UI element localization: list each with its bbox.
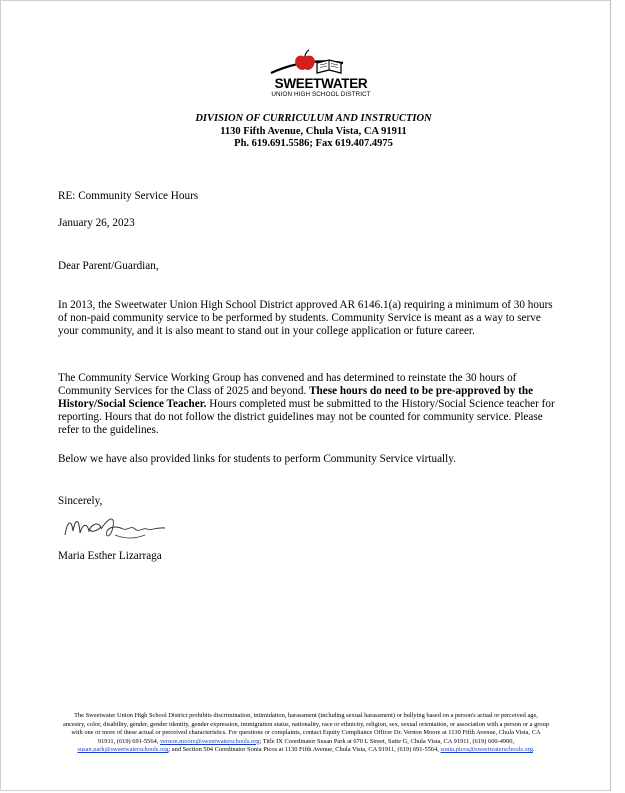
handwritten-signature: [61, 509, 171, 545]
footer-email-vernon-moore[interactable]: vernon.moore@sweetwaterschools.org: [159, 737, 260, 745]
apple-book-icon: [263, 49, 375, 79]
footer-email-susan-park[interactable]: susan.park@sweetwaterschools.org: [77, 746, 169, 754]
footer-text-4: .: [532, 746, 535, 754]
paragraph-2-start: The Community Service Working Group has convened and has determined to reinstate the 30 hours of Community Services for the Class of 2025 and beyond.: [58, 372, 517, 397]
district-subtitle: UNION HIGH SCHOOL DISTRICT: [271, 91, 371, 98]
letter-date: January 26, 2023: [58, 217, 135, 229]
signer-name: Maria Esther Lizarraga: [58, 550, 162, 562]
division-title: DIVISION OF CURRICULUM AND INSTRUCTION: [195, 113, 432, 124]
district-address: 1130 Fifth Avenue, Chula Vista, CA 91911: [220, 125, 407, 137]
salutation: Dear Parent/Guardian,: [58, 260, 159, 272]
phone-fax: Ph. 619.691.5586; Fax 619.407.4975: [234, 138, 393, 149]
viewer-gutter: [611, 0, 625, 793]
letterhead: [1, 113, 625, 151]
district-name: SWEETWATER: [274, 76, 368, 91]
paragraph-2-bold: These hours do need to be pre-approved by the History/Social Science Teacher.: [58, 385, 534, 410]
footer-text-2: ; Title IX Coordinator Susan Park at 670 L Street, Suite G, Chula Vista, CA 91911, (619) 600-4900,: [259, 737, 515, 745]
footer-text-1: The Sweetwater Union High School District prohibits discrimination, intimidation, harassment (including sexual harassment) or bullying based on a person's actual or perceived age, ancestry, color, disability, gender, gender identity, gender expression, immigration status, nationality, race or ethnicity, religion, sex, sexual orientation, or association with a person or a group with one or more of these actual or perceived characteristics. For questions or complaints, contact Equity Compliance Officer Dr. Vernon Moore at 1130 Fifth Avenue, Chula Vista, CA 91911, (619) 691-5564,: [63, 712, 549, 745]
footer-text-3: ; and Section 504 Coordinator Sonia Picos at 1130 Fifth Avenue, Chula Vista, CA 91911, (619) 691-5564,: [168, 746, 439, 754]
paragraph-3: Below we have also provided links for students to perform Community Service virtually.: [58, 453, 456, 465]
re-line: RE: Community Service Hours: [58, 190, 199, 202]
closing: Sincerely,: [58, 495, 103, 507]
paragraph-1: In 2013, the Sweetwater Union High School District approved AR 6146.1(a) requiring a minimum of 30 hours of non-paid community service to be performed by students. Community Service is meant as a way to serve your community, and it is also meant to stand out in your college application or future career.: [58, 299, 553, 337]
paragraph-2-end: Hours completed must be submitted to the History/Social Science teacher for reporting. Hours that do not follow the district guidelines may not be counted for community service. Please refer to the guidelines.: [58, 398, 555, 436]
footer-email-sonia-picos[interactable]: sonia.picos@sweetwaterschools.org: [440, 746, 533, 754]
nondiscrimination-footer: [63, 712, 549, 755]
paragraph-2: [58, 372, 558, 437]
